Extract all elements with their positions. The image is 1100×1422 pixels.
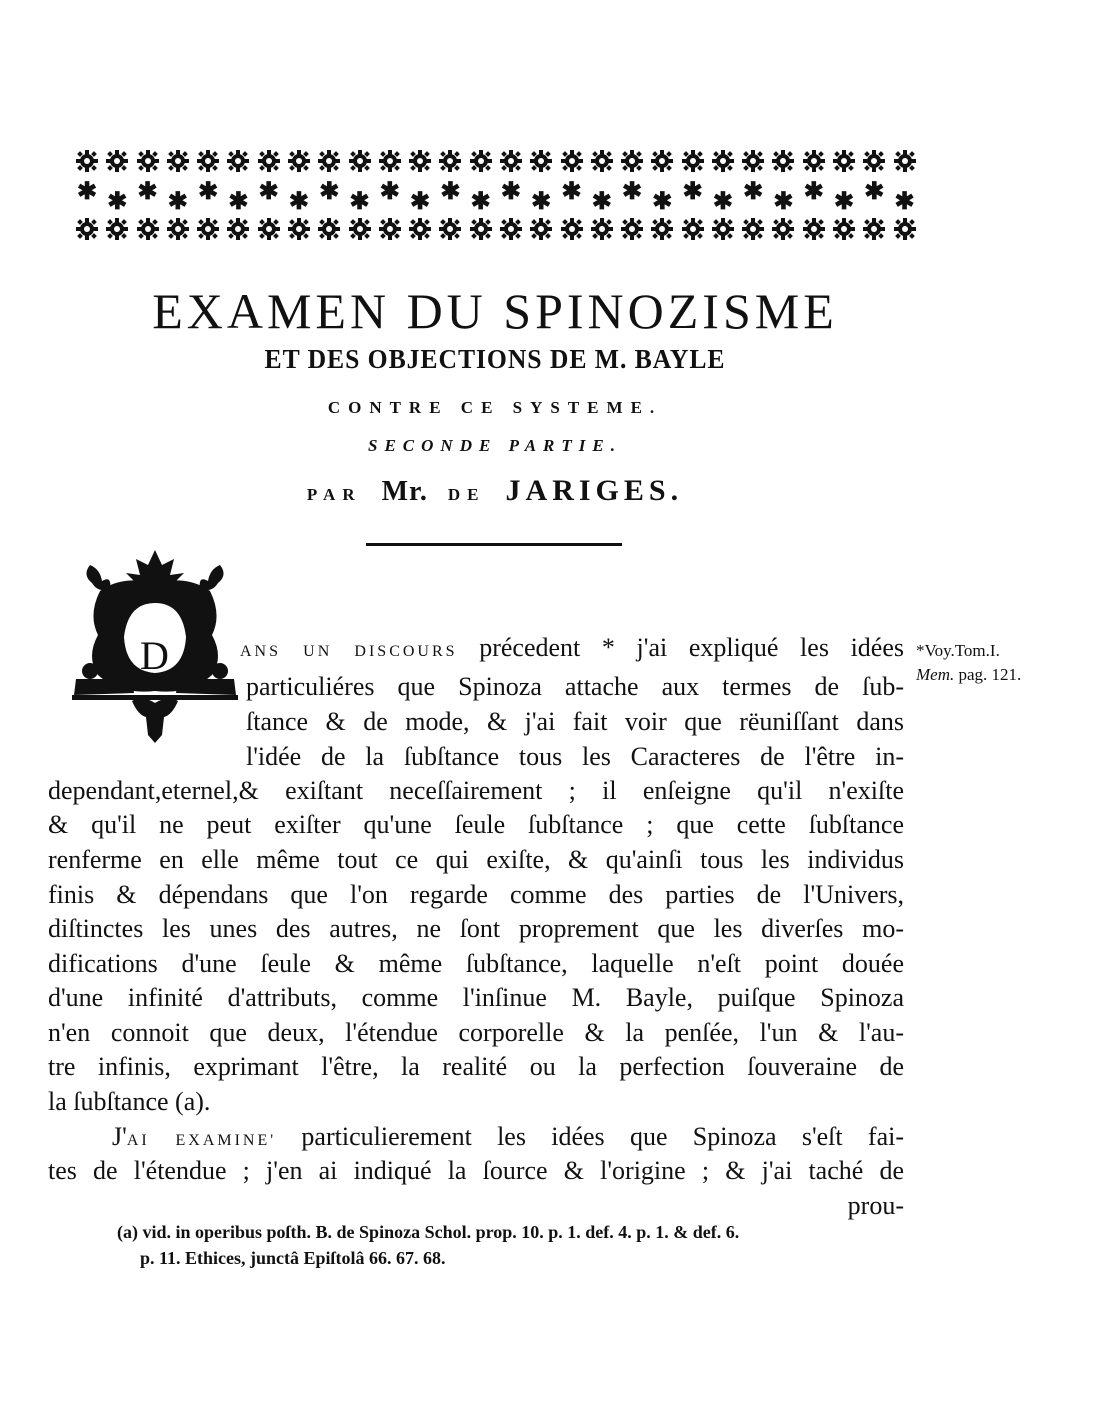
body-line-text: n'en connoit que deux, l'étendue corporelle & la penſée, l'un & l'au- [48,1018,904,1047]
flower-ornament-icon [561,150,583,172]
flower-ornament-icon [197,218,219,240]
asterisk-ornament-icon: ✱ [440,179,461,205]
body-line [48,810,904,840]
subtitle-2: CONTRE CE SYSTEME. [327,398,663,417]
flower-ornament-icon [712,218,734,240]
title-rule-divider [366,543,622,546]
body-line [48,776,904,806]
body-line-text: l'idée de la ſubſtance tous les Caracteres de l'être in- [246,742,904,771]
footnote-line-2: p. 11. Ethices, junctâ Epiſtolâ 66. 67. 68. [140,1248,446,1268]
subtitle: ET DES OBJECTIONS DE M. BAYLE [264,344,726,374]
asterisk-ornament-icon: ✱ [773,189,794,215]
author-line [0,474,990,508]
footnote-line-1: (a) vid. in operibus poſth. B. de Spinoza Schol. prop. 10. p. 1. def. 4. p. 1. & def. 6. [117,1222,740,1242]
body-line-text: dependant,eternel,& exiſtant neceſſairement ; il enſeigne qu'il n'exiſte [48,776,904,805]
small-caps-lead: AI EXAMINE' [126,1132,277,1149]
body-line [112,1122,904,1152]
flower-ornament-icon [863,150,885,172]
asterisk-ornament-icon: ✱ [743,179,764,205]
asterisk-ornament-icon: ✱ [531,189,552,215]
author-name: JARIGES. [505,474,684,507]
asterisk-ornament-icon: ✱ [500,179,521,205]
asterisk-ornament-icon: ✱ [682,179,703,205]
flower-ornament-icon [258,218,280,240]
flower-ornament-icon [379,218,401,240]
flower-ornament-icon [772,218,794,240]
asterisk-ornament-icon: ✱ [167,189,188,215]
body-line [48,914,904,944]
flower-ornament-icon [863,218,885,240]
flower-ornament-icon [803,218,825,240]
body-line [48,880,904,910]
flower-ornament-icon [439,218,461,240]
body-line [48,1018,904,1048]
flower-ornament-icon [137,150,159,172]
ornament-row-bottom [76,218,916,240]
flower-ornament-icon [651,150,673,172]
flower-ornament-icon [227,150,249,172]
flower-ornament-icon [621,150,643,172]
asterisk-ornament-icon: ✱ [76,179,98,205]
asterisk-ornament-icon: ✱ [712,189,733,215]
flower-ornament-icon [379,150,401,172]
flower-ornament-icon [409,218,431,240]
body-line-text: la ſubſtance (a). [48,1087,211,1116]
asterisk-ornament-icon: ✱ [561,179,582,205]
flower-ornament-icon [682,218,704,240]
flower-ornament-icon [591,218,613,240]
flower-ornament-icon [349,150,371,172]
flower-ornament-icon [712,150,734,172]
ornament-row-stars [76,179,916,215]
author-mr: Mr. [381,476,428,507]
body-lead: J' [112,1122,127,1151]
flower-ornament-icon [561,218,583,240]
body-line [246,707,904,737]
asterisk-ornament-icon: ✱ [470,189,491,215]
flower-ornament-icon [76,150,98,172]
body-line [848,1191,904,1221]
body-line [48,845,904,875]
flower-ornament-icon [318,218,340,240]
ornament-row-top [76,150,916,172]
asterisk-ornament-icon: ✱ [833,189,855,215]
asterisk-ornament-icon: ✱ [228,189,249,215]
flower-ornament-icon [439,150,461,172]
flower-ornament-icon [682,150,704,172]
body-line [48,1156,904,1186]
part-label: SECONDE PARTIE. [368,436,622,455]
asterisk-ornament-icon: ✱ [894,189,915,215]
flower-ornament-icon [106,150,128,172]
body-line-text: tes de l'étendue ; j'en ai indiqué la ſource & l'origine ; & j'ai taché de [48,1156,904,1185]
flower-ornament-icon [288,150,310,172]
flower-ornament-icon [349,218,371,240]
body-line-text: ſtance & de mode, & j'ai fait voir que rëuniſſant dans [246,707,904,736]
flower-ornament-icon [621,218,643,240]
author-par: PAR [306,485,362,504]
margin-note-line-2 [916,664,1021,686]
body-line [48,1087,210,1117]
body-line [246,742,904,772]
flower-ornament-icon [500,150,522,172]
asterisk-ornament-icon: ✱ [803,179,824,205]
asterisk-ornament-icon: ✱ [137,179,158,205]
author-de: DE [447,485,486,504]
flower-ornament-icon [833,218,855,240]
body-line-text: particulierement les idées que Spinoza s'eſt fai- [276,1122,904,1151]
flower-ornament-icon [742,218,764,240]
body-line [48,1052,904,1082]
body-line [240,633,904,663]
flower-ornament-icon [76,218,98,240]
flower-ornament-icon [833,150,855,172]
asterisk-ornament-icon: ✱ [864,179,885,205]
flower-ornament-icon [894,150,916,172]
flower-ornament-icon [288,218,310,240]
flower-ornament-icon [227,218,249,240]
asterisk-ornament-icon: ✱ [622,179,643,205]
initial-letter: D [140,633,169,678]
body-line-text: précedent * j'ai expliqué les idées [457,633,905,662]
margin-note-line-1: *Voy.Tom.I. [916,641,1000,660]
flower-ornament-icon [470,218,492,240]
body-line [48,949,904,979]
flower-ornament-icon [742,150,764,172]
asterisk-ornament-icon: ✱ [258,179,279,205]
body-line-text: particuliéres que Spinoza attache aux termes de ſub- [246,672,904,701]
margin-note-page: pag. 121. [954,665,1022,684]
flower-ornament-icon [167,150,189,172]
flower-ornament-icon [894,218,916,240]
asterisk-ornament-icon: ✱ [410,189,431,215]
flower-ornament-icon [470,150,492,172]
flower-ornament-icon [197,150,219,172]
flower-ornament-icon [651,218,673,240]
asterisk-ornament-icon: ✱ [349,189,370,215]
flower-ornament-icon [106,218,128,240]
body-line [48,983,904,1013]
asterisk-ornament-icon: ✱ [288,189,310,215]
asterisk-ornament-icon: ✱ [198,179,219,205]
page-title: EXAMEN DU SPINOZISME [152,283,838,339]
body-line-text: renferme en elle même tout ce qui exiſte, & qu'ainſi tous les individus [48,845,904,874]
flower-ornament-icon [137,218,159,240]
flower-ornament-icon [772,150,794,172]
flower-ornament-icon [591,150,613,172]
flower-ornament-icon [530,218,552,240]
body-line-text: difications d'une ſeule & même ſubſtance, laquelle n'eſt point douée [48,949,904,978]
flower-ornament-icon [318,150,340,172]
margin-note-mem: Mem. [916,665,955,684]
asterisk-ornament-icon: ✱ [591,189,612,215]
flower-ornament-icon [530,150,552,172]
flower-ornament-icon [803,150,825,172]
flower-ornament-icon [167,218,189,240]
asterisk-ornament-icon: ✱ [652,189,673,215]
asterisk-ornament-icon: ✱ [379,179,400,205]
asterisk-ornament-icon: ✱ [107,189,128,215]
body-line [246,672,904,702]
body-line-text: tre infinis, exprimant l'être, la realité ou la perfection ſouveraine de [48,1052,904,1081]
asterisk-ornament-icon: ✱ [319,179,340,205]
flower-ornament-icon [409,150,431,172]
body-line-text: & qu'il ne peut exiſter qu'une ſeule ſubſtance ; que cette ſubſtance [48,810,904,839]
small-caps-lead: ANS UN DISCOURS [240,643,458,660]
flower-ornament-icon [500,218,522,240]
body-line-text: finis & dépendans que l'on regarde comme des parties de l'Univers, [48,880,904,909]
body-line-text: d'une infinité d'attributs, comme l'inſinue M. Bayle, puiſque Spinoza [48,983,904,1012]
flower-ornament-icon [258,150,280,172]
body-line-text: prou- [847,1191,904,1220]
body-line-text: diſtinctes les unes des autres, ne ſont proprement que les diverſes mo- [48,914,904,943]
